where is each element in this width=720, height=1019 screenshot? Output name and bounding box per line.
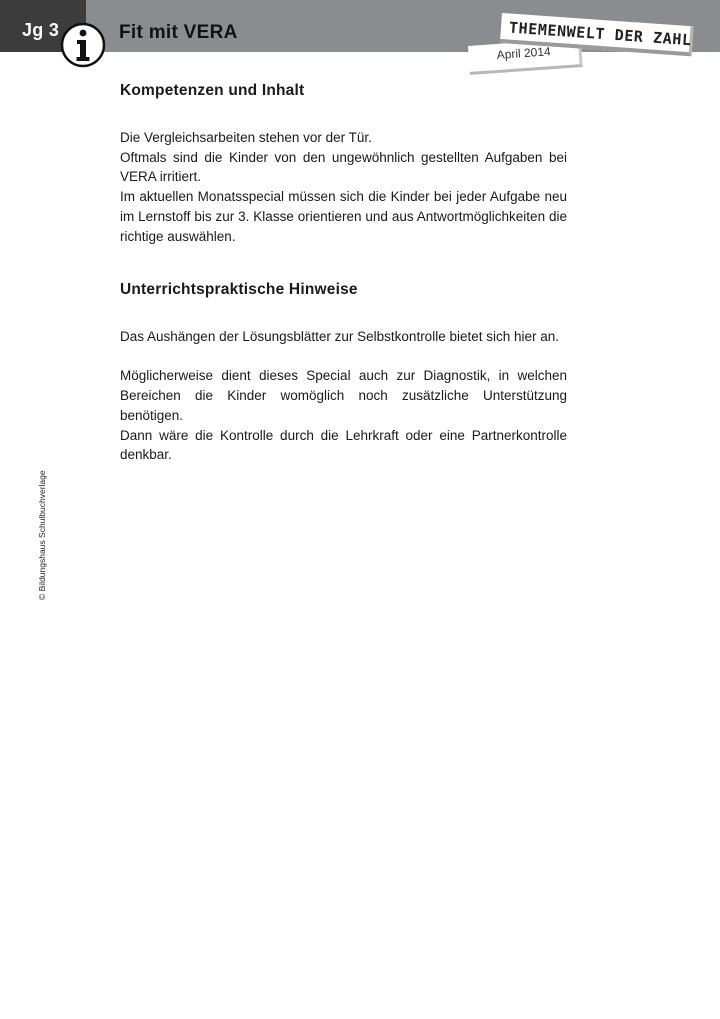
paragraph: Möglicherweise dient dieses Special auch zur Diagnostik, in welchen Bereichen die Kinder womöglich noch zusätzliche Unterstützung benötigen. [120,368,567,423]
section-teaching-notes [120,281,567,465]
info-icon [60,22,106,68]
date-label: April 2014 [496,44,552,63]
page-title: Fit mit VERA [119,22,238,43]
paragraph: Oftmals sind die Kinder von den ungewöhnlich gestellten Aufgaben bei VERA irritiert. [120,149,567,185]
paragraph: Im aktuellen Monatsspecial müssen sich die Kinder bei jeder Aufgabe neu im Lernstoff bis zur 3. Klasse orientieren und aus Antwortmöglichkeiten die richtige auswählen. [120,189,567,244]
theme-label: THEMENWELT DER ZAHL [508,18,693,50]
grade-label: Jg 3 [22,20,60,40]
paragraph: Die Vergleichsarbeiten stehen vor der Tür. [120,130,372,145]
paragraph: Dann wäre die Kontrolle durch die Lehrkraft oder eine Partnerkontrolle denkbar. [120,427,567,463]
section-competencies [120,82,567,246]
paragraph: Das Aushängen der Lösungsblätter zur Selbstkontrolle bietet sich hier an. [120,329,560,344]
copyright-notice: © Bildungshaus Schulbuchverlage [37,470,47,600]
section-heading: Kompetenzen und Inhalt [120,82,305,99]
section-heading: Unterrichtspraktische Hinweise [120,281,358,298]
